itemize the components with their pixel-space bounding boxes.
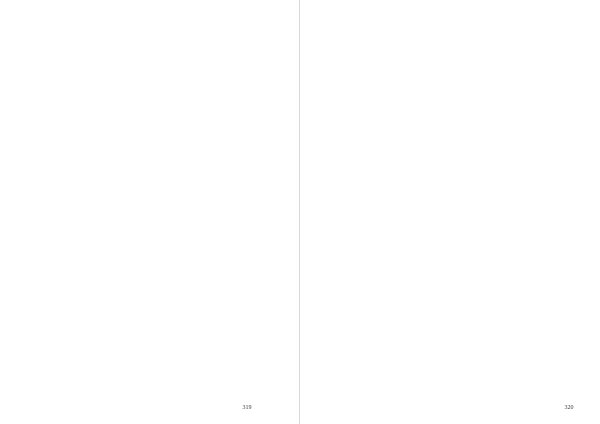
left-page-number: 319 [242,405,252,411]
right-page-number: 320 [564,405,574,411]
right-page [300,0,600,424]
